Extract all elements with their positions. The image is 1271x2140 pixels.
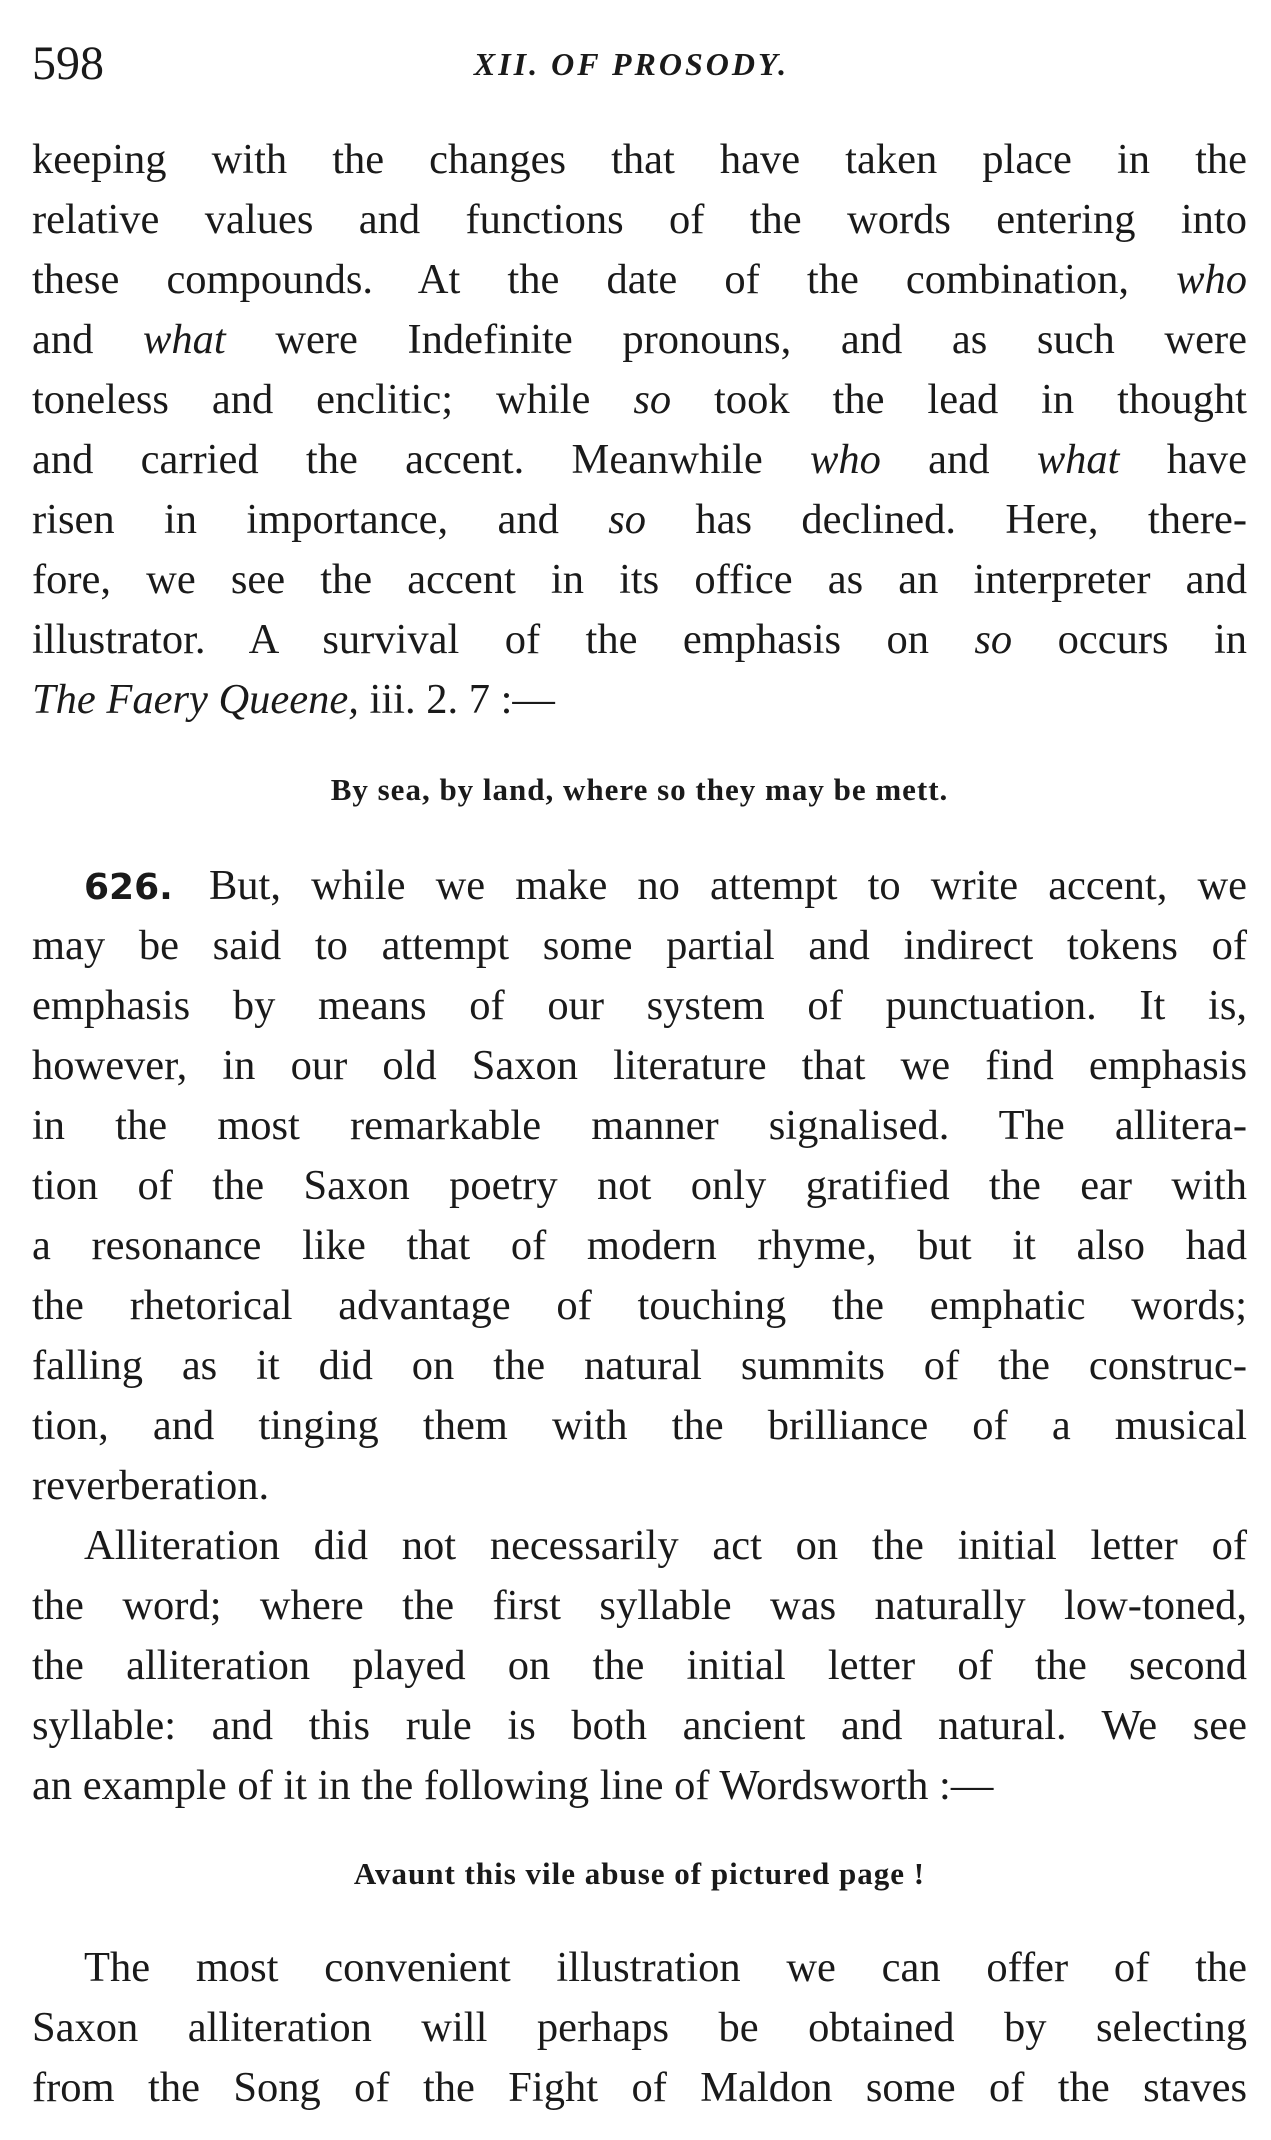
book-title: The Faery Queene,	[32, 676, 359, 723]
running-title: XII. OF PROSODY.	[473, 46, 790, 82]
text-line: keeping with the changes that have taken place in the	[32, 136, 1247, 183]
text-line: risen in importance, and so has declined. Here, there-	[32, 496, 1247, 543]
italic-word: who	[810, 436, 881, 483]
text-line: Saxon alliteration will perhaps be obtained by selecting	[32, 2004, 1247, 2051]
paragraph-626	[32, 856, 1247, 1516]
text-line: may be said to attempt some partial and indirect tokens of	[32, 922, 1247, 969]
text-line: falling as it did on the natural summits of the construc-	[32, 1342, 1247, 1389]
text-line: The Faery Queene, iii. 2. 7 :—	[32, 676, 555, 723]
quotation-spenser: By sea, by land, where so they may be mett.	[330, 772, 949, 807]
text-line: an example of it in the following line of Wordsworth :—	[32, 1762, 994, 1809]
text-line: a resonance like that of modern rhyme, but it also had	[32, 1222, 1247, 1269]
text-line: 626. But, while we make no attempt to write accent, we	[84, 862, 1247, 909]
paragraph-maldon	[32, 1938, 1247, 2118]
text-line: reverberation.	[32, 1462, 270, 1509]
paragraph-alliteration	[32, 1516, 1247, 1816]
text-line: these compounds. At the date of the combination, who	[32, 256, 1247, 303]
text-line: from the Song of the Fight of Maldon some of the staves	[32, 2064, 1247, 2111]
text-line: however, in our old Saxon literature that we find emphasis	[32, 1042, 1247, 1089]
italic-word: so	[633, 376, 672, 423]
text-line: illustrator. A survival of the emphasis on so occurs in	[32, 616, 1248, 663]
section-number: 626.	[84, 867, 173, 908]
text-line: The most convenient illustration we can offer of the	[84, 1944, 1247, 1991]
text-line: the word; where the first syllable was naturally low-toned,	[32, 1582, 1247, 1629]
text-line: tion, and tinging them with the brilliance of a musical	[32, 1402, 1247, 1449]
text-line: toneless and enclitic; while so took the lead in thought	[32, 376, 1247, 423]
italic-word: what	[1036, 436, 1120, 483]
text-line: and what were Indefinite pronouns, and as such were	[32, 316, 1247, 363]
text-line: relative values and functions of the words entering into	[32, 196, 1247, 243]
text-line: the alliteration played on the initial letter of the second	[32, 1642, 1247, 1689]
page-header	[32, 34, 1231, 94]
italic-word: who	[1176, 256, 1247, 303]
italic-word: what	[143, 316, 226, 363]
text-line: syllable: and this rule is both ancient and natural. We see	[32, 1702, 1247, 1749]
text-line: the rhetorical advantage of touching the emphatic words;	[32, 1282, 1247, 1329]
text-line: in the most remarkable manner signalised. The allitera-	[32, 1102, 1247, 1149]
italic-word: so	[974, 616, 1013, 663]
paragraph-accent-interpreter	[32, 130, 1247, 730]
text-line: fore, we see the accent in its office as an interpreter and	[32, 556, 1247, 603]
page-number: 598	[32, 37, 104, 90]
text-line: tion of the Saxon poetry not only gratified the ear with	[32, 1162, 1247, 1209]
quotation-wordsworth: Avaunt this vile abuse of pictured page !	[353, 1856, 926, 1891]
italic-word: so	[608, 496, 647, 543]
text-line: emphasis by means of our system of punctuation. It is,	[32, 982, 1247, 1029]
text-line: Alliteration did not necessarily act on the initial letter of	[84, 1522, 1247, 1569]
text-line: and carried the accent. Meanwhile who and what have	[32, 436, 1247, 483]
